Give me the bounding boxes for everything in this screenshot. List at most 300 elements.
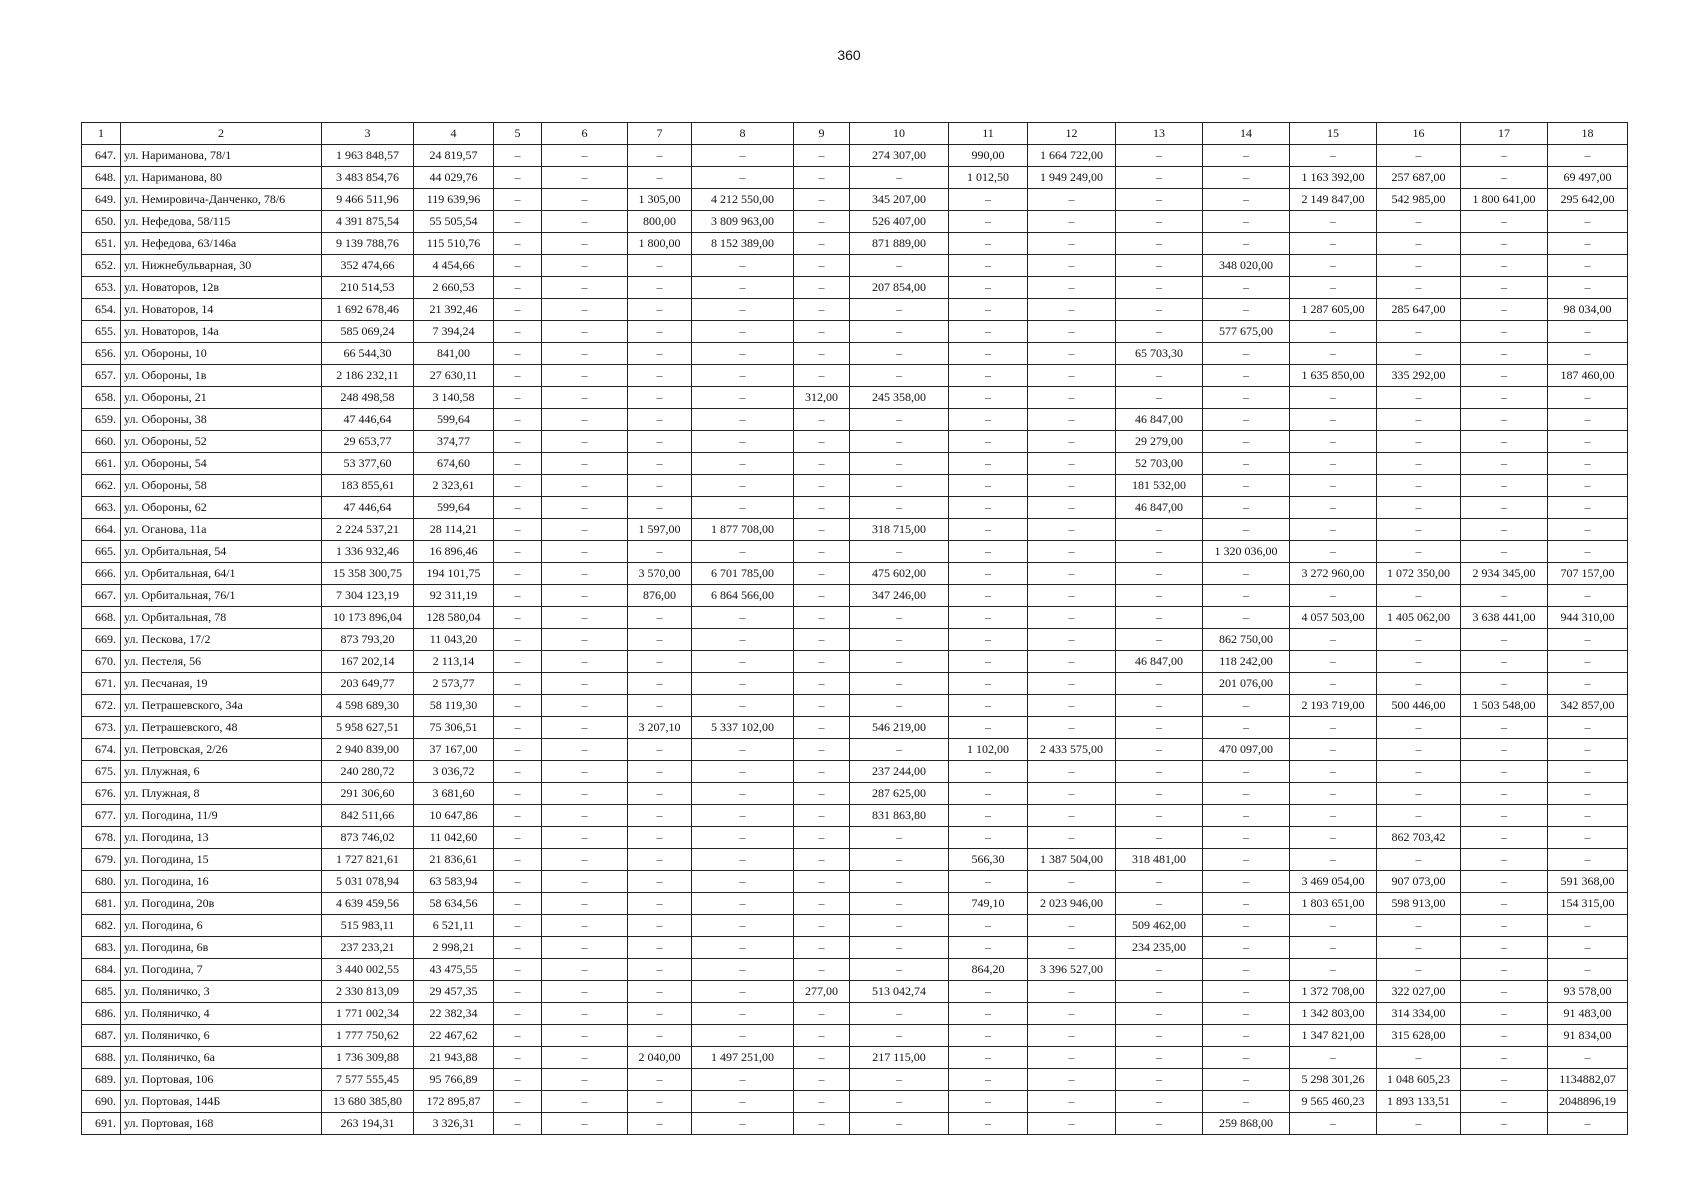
value-cell: 1 342 803,00 — [1290, 1003, 1377, 1025]
value-cell: 5 958 627,51 — [322, 717, 414, 739]
value-cell: – — [542, 937, 628, 959]
table-row — [82, 453, 1628, 475]
value-cell: 47 446,64 — [322, 409, 414, 431]
address-cell: ул. Новаторов, 14а — [121, 321, 322, 343]
value-cell: – — [1028, 695, 1116, 717]
value-cell: – — [1290, 519, 1377, 541]
value-cell: – — [1461, 937, 1548, 959]
value-cell: – — [1290, 541, 1377, 563]
value-cell: – — [628, 167, 692, 189]
table-row — [82, 1047, 1628, 1069]
value-cell: – — [850, 739, 949, 761]
address-cell: ул. Обороны, 54 — [121, 453, 322, 475]
value-cell: – — [692, 761, 794, 783]
value-cell: – — [628, 629, 692, 651]
address-cell: ул. Оганова, 11а — [121, 519, 322, 541]
value-cell: 2 330 813,09 — [322, 981, 414, 1003]
value-cell: 237 233,21 — [322, 937, 414, 959]
value-cell: – — [1548, 387, 1628, 409]
value-cell: – — [949, 827, 1028, 849]
value-cell: – — [1290, 827, 1377, 849]
value-cell: – — [794, 255, 850, 277]
value-cell: – — [1548, 717, 1628, 739]
value-cell: – — [949, 255, 1028, 277]
value-cell: 2048896,19 — [1548, 1091, 1628, 1113]
value-cell: 1 635 850,00 — [1290, 365, 1377, 387]
table-row — [82, 1025, 1628, 1047]
value-cell: 3 681,60 — [414, 783, 494, 805]
value-cell: – — [794, 1069, 850, 1091]
value-cell: 599,64 — [414, 497, 494, 519]
value-cell: – — [1377, 761, 1461, 783]
value-cell: 318 481,00 — [1116, 849, 1203, 871]
value-cell: – — [1116, 299, 1203, 321]
value-cell: – — [949, 431, 1028, 453]
row-number-cell: 669. — [82, 629, 121, 651]
value-cell: – — [1028, 563, 1116, 585]
value-cell: – — [494, 761, 542, 783]
value-cell: – — [794, 431, 850, 453]
value-cell: 245 358,00 — [850, 387, 949, 409]
value-cell: – — [1028, 453, 1116, 475]
value-cell: – — [542, 563, 628, 585]
value-cell: – — [1290, 629, 1377, 651]
value-cell: – — [850, 1003, 949, 1025]
value-cell: – — [494, 783, 542, 805]
value-cell: 2 433 575,00 — [1028, 739, 1116, 761]
value-cell: 13 680 385,80 — [322, 1091, 414, 1113]
value-cell: – — [1461, 321, 1548, 343]
value-cell: – — [1461, 805, 1548, 827]
row-number-cell: 687. — [82, 1025, 121, 1047]
value-cell: 5 031 078,94 — [322, 871, 414, 893]
value-cell: – — [794, 541, 850, 563]
value-cell: – — [1116, 673, 1203, 695]
value-cell: – — [692, 827, 794, 849]
value-cell: – — [542, 255, 628, 277]
value-cell: – — [1028, 255, 1116, 277]
value-cell: 7 394,24 — [414, 321, 494, 343]
value-cell: – — [1203, 189, 1290, 211]
value-cell: 2 934 345,00 — [1461, 563, 1548, 585]
row-number-cell: 673. — [82, 717, 121, 739]
value-cell: – — [542, 783, 628, 805]
value-cell: 1 320 036,00 — [1203, 541, 1290, 563]
column-header: 15 — [1290, 123, 1377, 145]
value-cell: – — [692, 145, 794, 167]
value-cell: – — [794, 871, 850, 893]
value-cell: – — [1203, 981, 1290, 1003]
value-cell: 1 736 309,88 — [322, 1047, 414, 1069]
value-cell: – — [542, 673, 628, 695]
value-cell: – — [1377, 321, 1461, 343]
value-cell: – — [794, 277, 850, 299]
value-cell: – — [1290, 255, 1377, 277]
value-cell: – — [494, 497, 542, 519]
value-cell: – — [628, 739, 692, 761]
value-cell: – — [1377, 717, 1461, 739]
value-cell: – — [692, 937, 794, 959]
value-cell: – — [494, 233, 542, 255]
value-cell: 53 377,60 — [322, 453, 414, 475]
address-cell: ул. Новаторов, 12в — [121, 277, 322, 299]
value-cell: 52 703,00 — [1116, 453, 1203, 475]
address-cell: ул. Нариманова, 80 — [121, 167, 322, 189]
value-cell: 6 864 566,00 — [692, 585, 794, 607]
value-cell: 871 889,00 — [850, 233, 949, 255]
value-cell: – — [542, 1091, 628, 1113]
row-number-cell: 691. — [82, 1113, 121, 1135]
value-cell: 707 157,00 — [1548, 563, 1628, 585]
value-cell: 21 836,61 — [414, 849, 494, 871]
column-header: 6 — [542, 123, 628, 145]
value-cell: 5 298 301,26 — [1290, 1069, 1377, 1091]
value-cell: – — [1290, 717, 1377, 739]
value-cell: – — [794, 475, 850, 497]
value-cell: 3 207,10 — [628, 717, 692, 739]
value-cell: – — [949, 475, 1028, 497]
value-cell: – — [794, 1091, 850, 1113]
value-cell: – — [1548, 255, 1628, 277]
value-cell: – — [1377, 915, 1461, 937]
value-cell: 46 847,00 — [1116, 497, 1203, 519]
value-cell: – — [850, 893, 949, 915]
value-cell: – — [1028, 1003, 1116, 1025]
address-cell: ул. Обороны, 21 — [121, 387, 322, 409]
value-cell: 831 863,80 — [850, 805, 949, 827]
value-cell: – — [494, 145, 542, 167]
value-cell: – — [494, 607, 542, 629]
value-cell: – — [1028, 761, 1116, 783]
value-cell: 274 307,00 — [850, 145, 949, 167]
value-cell: – — [628, 475, 692, 497]
value-cell: 259 868,00 — [1203, 1113, 1290, 1135]
value-cell: – — [628, 849, 692, 871]
table-row — [82, 497, 1628, 519]
value-cell: 75 306,51 — [414, 717, 494, 739]
value-cell: – — [1116, 761, 1203, 783]
value-cell: – — [542, 981, 628, 1003]
address-cell: ул. Погодина, 15 — [121, 849, 322, 871]
value-cell: – — [1461, 585, 1548, 607]
value-cell: – — [1203, 1003, 1290, 1025]
value-cell: – — [494, 1025, 542, 1047]
value-cell: 1 287 605,00 — [1290, 299, 1377, 321]
value-cell: 1 777 750,62 — [322, 1025, 414, 1047]
value-cell: – — [1116, 607, 1203, 629]
value-cell: 22 467,62 — [414, 1025, 494, 1047]
value-cell: – — [1116, 959, 1203, 981]
value-cell: – — [692, 959, 794, 981]
value-cell: – — [1028, 651, 1116, 673]
value-cell: 2 186 232,11 — [322, 365, 414, 387]
column-header: 10 — [850, 123, 949, 145]
column-header: 9 — [794, 123, 850, 145]
value-cell: – — [494, 277, 542, 299]
value-cell: – — [494, 959, 542, 981]
value-cell: – — [794, 629, 850, 651]
value-cell: 92 311,19 — [414, 585, 494, 607]
value-cell: – — [1548, 343, 1628, 365]
value-cell: – — [1028, 805, 1116, 827]
value-cell: 16 896,46 — [414, 541, 494, 563]
value-cell: 342 857,00 — [1548, 695, 1628, 717]
value-cell: – — [1203, 959, 1290, 981]
value-cell: – — [1203, 1091, 1290, 1113]
value-cell: – — [1290, 233, 1377, 255]
value-cell: – — [494, 299, 542, 321]
table-row — [82, 167, 1628, 189]
value-cell: – — [1377, 475, 1461, 497]
address-cell: ул. Поляничко, 3 — [121, 981, 322, 1003]
value-cell: – — [1461, 387, 1548, 409]
value-cell: – — [1377, 783, 1461, 805]
value-cell: 91 483,00 — [1548, 1003, 1628, 1025]
table-row — [82, 1069, 1628, 1091]
row-number-cell: 662. — [82, 475, 121, 497]
value-cell: – — [1116, 541, 1203, 563]
value-cell: – — [1290, 387, 1377, 409]
value-cell: – — [628, 805, 692, 827]
value-cell: 240 280,72 — [322, 761, 414, 783]
value-cell: – — [949, 761, 1028, 783]
value-cell: 2 998,21 — [414, 937, 494, 959]
row-number-cell: 677. — [82, 805, 121, 827]
value-cell: 295 642,00 — [1548, 189, 1628, 211]
value-cell: – — [850, 343, 949, 365]
value-cell: 172 895,87 — [414, 1091, 494, 1113]
row-number-cell: 666. — [82, 563, 121, 585]
table-row — [82, 519, 1628, 541]
value-cell: – — [494, 827, 542, 849]
row-number-cell: 680. — [82, 871, 121, 893]
value-cell: 2 940 839,00 — [322, 739, 414, 761]
value-cell: – — [542, 343, 628, 365]
value-cell: 3 809 963,00 — [692, 211, 794, 233]
value-cell: 11 043,20 — [414, 629, 494, 651]
value-cell: – — [1116, 1003, 1203, 1025]
column-header: 13 — [1116, 123, 1203, 145]
value-cell: – — [1203, 167, 1290, 189]
value-cell: – — [949, 629, 1028, 651]
value-cell: – — [1461, 849, 1548, 871]
value-cell: – — [1548, 827, 1628, 849]
value-cell: 29 457,35 — [414, 981, 494, 1003]
table-row — [82, 937, 1628, 959]
value-cell: 210 514,53 — [322, 277, 414, 299]
address-cell: ул. Погодина, 6 — [121, 915, 322, 937]
value-cell: – — [850, 409, 949, 431]
value-cell: – — [1203, 585, 1290, 607]
table-row — [82, 585, 1628, 607]
value-cell: – — [542, 1003, 628, 1025]
value-cell: 1 405 062,00 — [1377, 607, 1461, 629]
row-number-cell: 652. — [82, 255, 121, 277]
value-cell: – — [1028, 233, 1116, 255]
value-cell: – — [850, 607, 949, 629]
value-cell: – — [692, 893, 794, 915]
value-cell: – — [949, 585, 1028, 607]
value-cell: 28 114,21 — [414, 519, 494, 541]
value-cell: 10 173 896,04 — [322, 607, 414, 629]
value-cell: – — [1203, 343, 1290, 365]
value-cell: – — [850, 541, 949, 563]
data-table — [81, 122, 1628, 1135]
value-cell: 352 474,66 — [322, 255, 414, 277]
value-cell: 6 701 785,00 — [692, 563, 794, 585]
value-cell: – — [628, 673, 692, 695]
address-cell: ул. Поляничко, 4 — [121, 1003, 322, 1025]
table-body — [82, 145, 1628, 1135]
row-number-cell: 658. — [82, 387, 121, 409]
value-cell: – — [1548, 321, 1628, 343]
row-number-cell: 688. — [82, 1047, 121, 1069]
value-cell: – — [1028, 475, 1116, 497]
value-cell: – — [1461, 255, 1548, 277]
value-cell: 167 202,14 — [322, 651, 414, 673]
row-number-cell: 657. — [82, 365, 121, 387]
value-cell: 4 391 875,54 — [322, 211, 414, 233]
value-cell: – — [794, 1113, 850, 1135]
value-cell: 55 505,54 — [414, 211, 494, 233]
value-cell: 46 847,00 — [1116, 651, 1203, 673]
value-cell: 27 630,11 — [414, 365, 494, 387]
value-cell: 7 577 555,45 — [322, 1069, 414, 1091]
value-cell: 566,30 — [949, 849, 1028, 871]
value-cell: – — [949, 189, 1028, 211]
value-cell: – — [542, 189, 628, 211]
row-number-cell: 682. — [82, 915, 121, 937]
value-cell: – — [692, 475, 794, 497]
value-cell: – — [949, 321, 1028, 343]
value-cell: – — [794, 497, 850, 519]
row-number-cell: 653. — [82, 277, 121, 299]
value-cell: – — [542, 145, 628, 167]
value-cell: – — [794, 651, 850, 673]
value-cell: – — [794, 563, 850, 585]
value-cell: – — [1290, 475, 1377, 497]
row-number-cell: 654. — [82, 299, 121, 321]
value-cell: – — [542, 541, 628, 563]
value-cell: – — [692, 739, 794, 761]
value-cell: – — [1028, 1025, 1116, 1047]
value-cell: – — [1461, 739, 1548, 761]
value-cell: 2 040,00 — [628, 1047, 692, 1069]
value-cell: – — [1461, 1091, 1548, 1113]
value-cell: – — [1377, 673, 1461, 695]
value-cell: – — [949, 233, 1028, 255]
value-cell: 599,64 — [414, 409, 494, 431]
value-cell: – — [494, 453, 542, 475]
value-cell: – — [1377, 541, 1461, 563]
value-cell: 1 727 821,61 — [322, 849, 414, 871]
value-cell: – — [542, 1047, 628, 1069]
value-cell: – — [1028, 299, 1116, 321]
value-cell: – — [1377, 651, 1461, 673]
column-header: 2 — [121, 123, 322, 145]
value-cell: – — [850, 827, 949, 849]
value-cell: 1 102,00 — [949, 739, 1028, 761]
address-cell: ул. Нижнебульварная, 30 — [121, 255, 322, 277]
value-cell: – — [628, 321, 692, 343]
value-cell: – — [692, 673, 794, 695]
value-cell: – — [542, 651, 628, 673]
row-number-cell: 678. — [82, 827, 121, 849]
table-row — [82, 1113, 1628, 1135]
address-cell: ул. Плужная, 8 — [121, 783, 322, 805]
value-cell: – — [542, 519, 628, 541]
value-cell: 285 647,00 — [1377, 299, 1461, 321]
value-cell: – — [494, 211, 542, 233]
value-cell: – — [692, 365, 794, 387]
row-number-cell: 684. — [82, 959, 121, 981]
value-cell: 749,10 — [949, 893, 1028, 915]
value-cell: 63 583,94 — [414, 871, 494, 893]
value-cell: – — [949, 519, 1028, 541]
value-cell: – — [542, 1113, 628, 1135]
value-cell: – — [1290, 277, 1377, 299]
table-row — [82, 277, 1628, 299]
value-cell: 3 483 854,76 — [322, 167, 414, 189]
column-header: 16 — [1377, 123, 1461, 145]
value-cell: 3 440 002,55 — [322, 959, 414, 981]
value-cell: – — [1461, 431, 1548, 453]
value-cell: – — [1548, 805, 1628, 827]
value-cell: – — [1028, 1047, 1116, 1069]
value-cell: – — [542, 387, 628, 409]
value-cell: – — [850, 365, 949, 387]
value-cell: – — [692, 695, 794, 717]
value-cell: 5 337 102,00 — [692, 717, 794, 739]
row-number-cell: 663. — [82, 497, 121, 519]
value-cell: 29 653,77 — [322, 431, 414, 453]
value-cell: 287 625,00 — [850, 783, 949, 805]
value-cell: – — [1290, 739, 1377, 761]
value-cell: – — [794, 453, 850, 475]
value-cell: – — [628, 1113, 692, 1135]
value-cell: 6 521,11 — [414, 915, 494, 937]
column-header: 8 — [692, 123, 794, 145]
value-cell: – — [1203, 145, 1290, 167]
value-cell: – — [1548, 629, 1628, 651]
value-cell: – — [542, 365, 628, 387]
address-cell: ул. Портовая, 144Б — [121, 1091, 322, 1113]
value-cell: – — [1377, 211, 1461, 233]
value-cell: – — [628, 431, 692, 453]
value-cell: – — [1290, 959, 1377, 981]
value-cell: 800,00 — [628, 211, 692, 233]
value-cell: – — [1461, 651, 1548, 673]
value-cell: – — [628, 981, 692, 1003]
value-cell: – — [1290, 937, 1377, 959]
value-cell: 1 800,00 — [628, 233, 692, 255]
value-cell: – — [1548, 541, 1628, 563]
value-cell: – — [1461, 959, 1548, 981]
value-cell: – — [794, 1025, 850, 1047]
value-cell: – — [628, 827, 692, 849]
value-cell: – — [850, 453, 949, 475]
value-cell: – — [1203, 915, 1290, 937]
value-cell: – — [1548, 519, 1628, 541]
value-cell: – — [850, 915, 949, 937]
value-cell: – — [494, 805, 542, 827]
value-cell: 2 023 946,00 — [1028, 893, 1116, 915]
value-cell: – — [949, 497, 1028, 519]
value-cell: 2 323,61 — [414, 475, 494, 497]
value-cell: 1 497 251,00 — [692, 1047, 794, 1069]
value-cell: – — [628, 915, 692, 937]
table-row — [82, 849, 1628, 871]
